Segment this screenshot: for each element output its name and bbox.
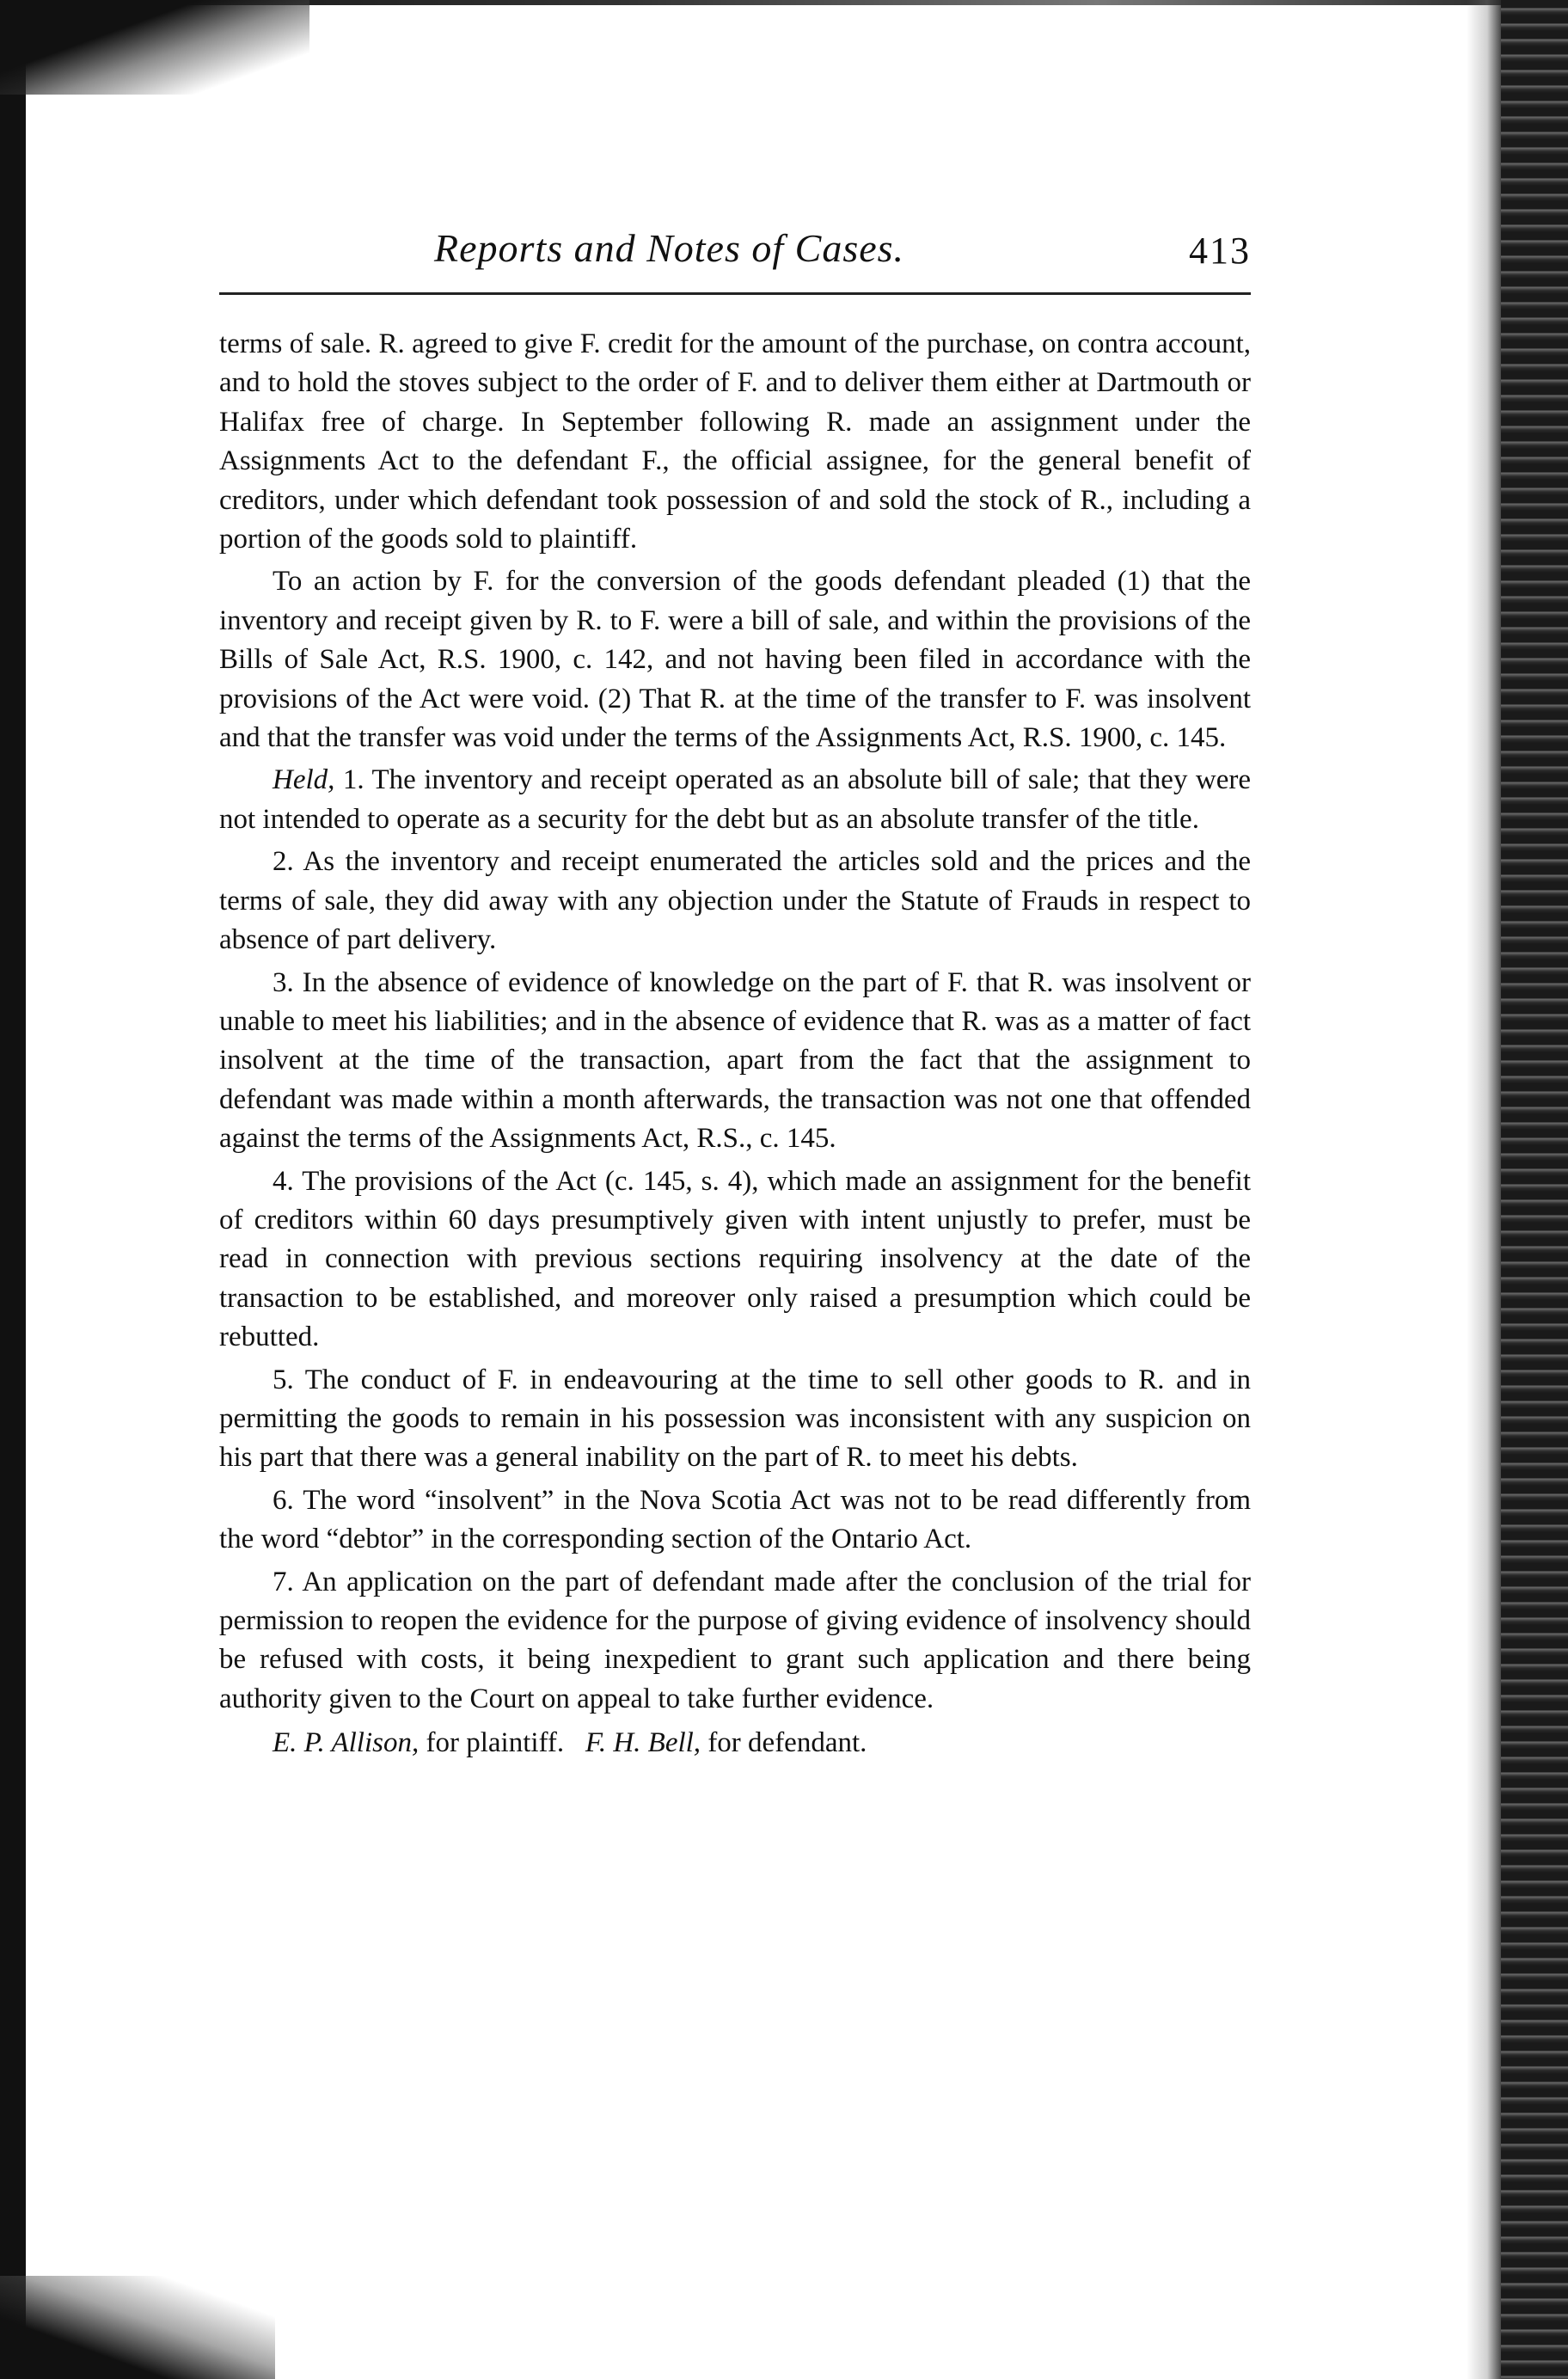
paragraph-pleadings: To an action by F. for the conversion of the goods defendant pleaded (1) that the inventory and receipt given by R. to F. were a bill of sale, and within the provisions of the Bills of Sale Act, R.S. 1900, c. 142, and not having been filed in accordance with the provisions of the Act were void. (2) That R. at the time of the transfer to F. was insolvent and that the transfer was void under the terms of the Assignments Act, R.S. 1900, c. 145.	[219, 566, 1251, 754]
scan-edge-right	[1501, 0, 1568, 2379]
scan-shadow-right	[1467, 0, 1501, 2379]
page-number: 413	[1189, 230, 1251, 272]
running-head	[219, 225, 1251, 285]
paragraph-held-6: 6. The word “insolvent” in the Nova Scotia Act was not to be read differently from the word “debtor” in the corresponding section of the Ontario Act.	[219, 1484, 1251, 1555]
paragraph-held-3: 3. In the absence of evidence of knowledge on the part of F. that R. was insolvent or unable to meet his liabilities; and in the absence of evidence that R. was as a matter of fact insolvent at the time of the transaction, apart from the fact that the assignment to defendant was made within a month afterwards, the transaction was not one that offended against the terms of the Assignments Act, R.S., c. 145.	[219, 966, 1251, 1155]
plaintiff-counsel-name: E. P. Allison,	[273, 1727, 420, 1759]
paragraph-held-7: 7. An application on the part of defendant made after the conclusion of the trial for permission to reopen the evidence for the purpose of giving evidence of insolvency should be refused with costs, it being inexpedient to grant such application and there being authority given to the Court on appeal to take further evidence.	[219, 1566, 1251, 1714]
paragraph-held-4: 4. The provisions of the Act (c. 145, s. 4), which made an assignment for the benefit of creditors within 60 days presumptively given with intent unjustly to prefer, must be read in connection with previous sections requiring insolvency at the date of the transaction to be established, and moreover only raised a presumption which could be rebutted.	[219, 1165, 1251, 1353]
scan-edge-left	[0, 0, 26, 2379]
running-title: Reports and Notes of Cases.	[434, 226, 905, 270]
held-label: Held,	[273, 764, 335, 796]
defendant-counsel-name: F. H. Bell,	[585, 1727, 701, 1759]
plaintiff-counsel-role: for plaintiff.	[419, 1727, 565, 1759]
header-rule	[219, 292, 1251, 295]
paragraph-facts: terms of sale. R. agreed to give F. credit for the amount of the purchase, on contra account, and to hold the stoves subject to the order of F. and to deliver them either at Dartmouth or Halifax free of charge. In September following R. made an assignment under the Assignments Act to the defendant F., the official assignee, for the general benefit of creditors, under which defendant took possession of and sold the stock of R., including a portion of the goods sold to plaintiff.	[219, 328, 1251, 555]
paragraph-held-1	[219, 761, 1251, 839]
counsel-line	[219, 1724, 1251, 1763]
paragraph-held-2: 2. As the inventory and receipt enumerated the articles sold and the prices and the terms of sale, they did away with any objection under the Statute of Frauds in respect to absence of part delivery.	[219, 846, 1251, 956]
defendant-counsel-role: for defendant.	[701, 1727, 867, 1759]
case-body	[219, 325, 1251, 1767]
held-1-text: 1. The inventory and receipt operated as an absolute bill of sale; that they were not intended to operate as a security for the debt but as an absolute transfer of the title.	[219, 764, 1251, 835]
document-page	[219, 0, 1251, 2379]
paragraph-held-5: 5. The conduct of F. in endeavouring at the time to sell other goods to R. and in permitting the goods to remain in his possession was inconsistent with any suspicion on his part that there was a general inability on the part of R. to meet his debts.	[219, 1364, 1251, 1474]
